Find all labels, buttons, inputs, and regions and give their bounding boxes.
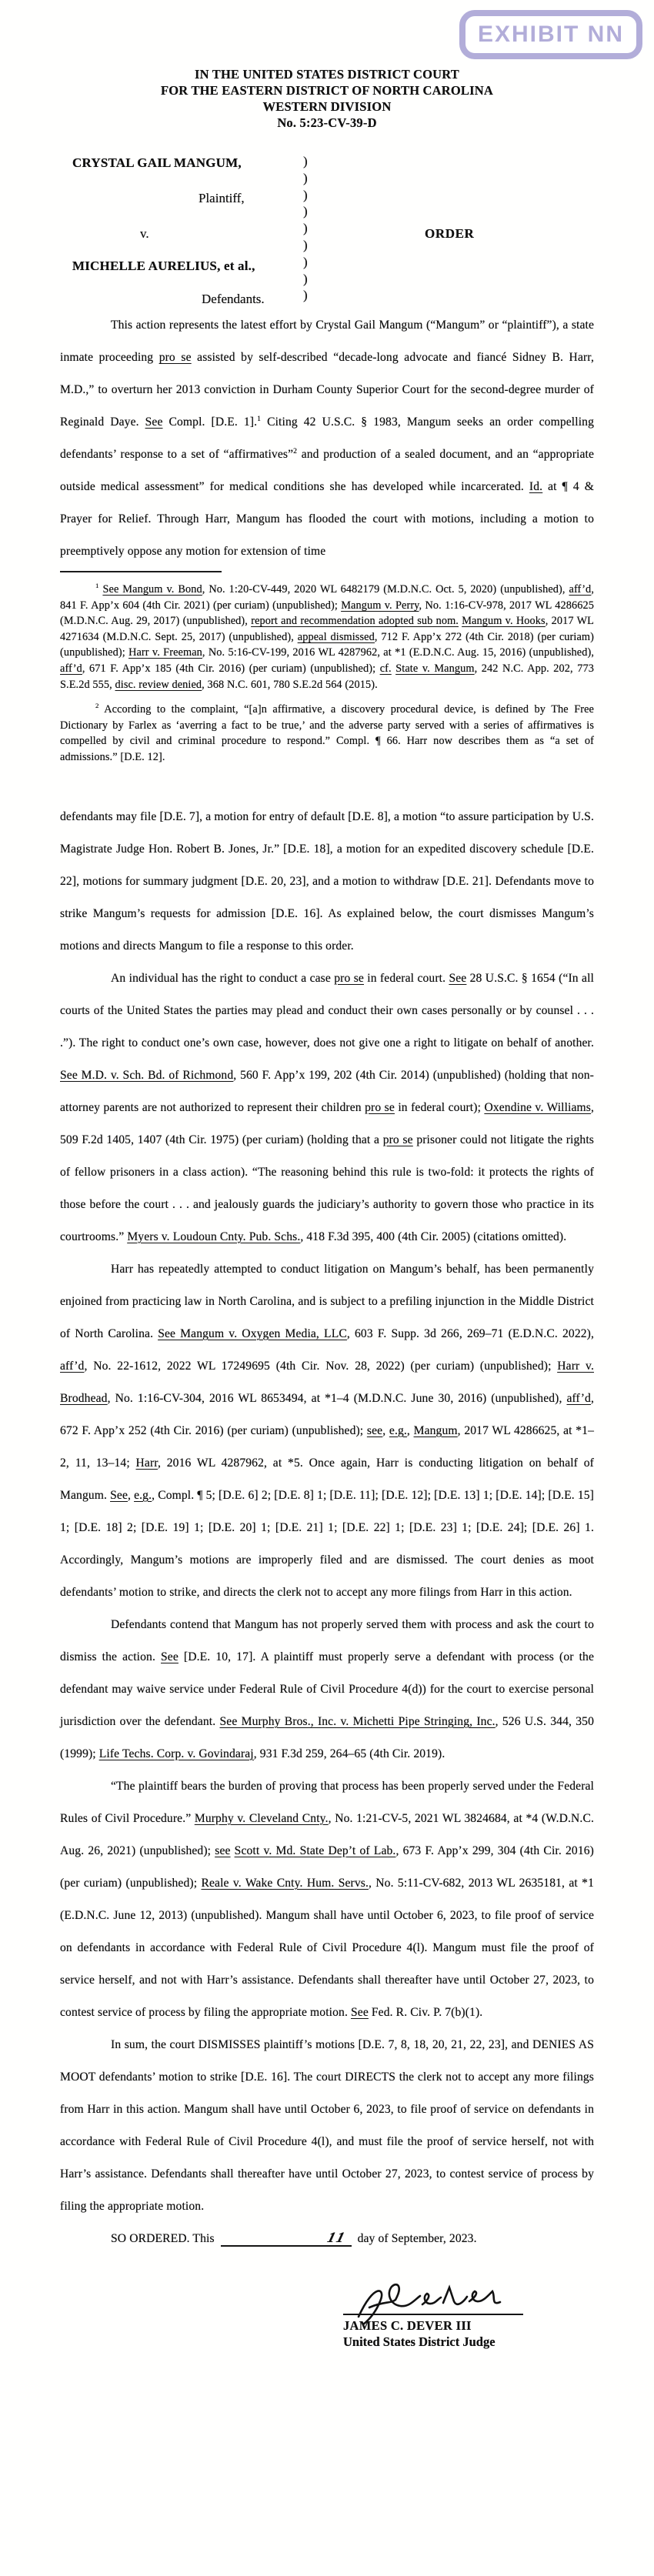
- body-paragraph-intro: This action represents the latest effort by Crystal Gail Mangum (“Mangum” or “plaintiff”), a state inmate proceeding pro se assisted by self-described “decade-long advocate and fiancé Sidney B. Harr, M.D.,” to overturn her 2013 conviction in Durham County Superior Court for the second-degree murder of Reginald Daye. See Compl. [D.E. 1].$^1$ Citing 42 U.S.C. § 1983, Mangum seeks an order compelling defendants’ response to a set of “affirmatives”$^2$ and production of a sealed document, and an “appropriate outside medical assessment” for medical conditions she has developed while incarcerated. Id. at ¶ 4 & Prayer for Relief. Through Harr, Mangum has flooded the court with motions, including a motion to preemptively oppose any motion for extension of time: [60, 319, 595, 558]
- plaintiff-role: Plaintiff,: [199, 191, 245, 205]
- signature-line: [343, 2314, 523, 2315]
- defendant-name: MICHELLE AURELIUS, et al.,: [72, 259, 255, 273]
- handwritten-day-blank: [221, 2231, 352, 2247]
- caption-bracket: ): [303, 204, 308, 219]
- body-page2: [60, 801, 594, 2223]
- case-number: No. 5:23-CV-39-D: [277, 115, 377, 130]
- footnote-1: $^1$ See Mangum v. Bond, No. 1:20-CV-449, 2020 WL 6482179 (M.D.N.C. Oct. 5, 2020) (unpublished), aff’d, 841 F. App’x 604 (4th Cir. 2021) (per curiam) (unpublished); Mangum v. Perry, No. 1:16-CV-978, 2017 WL 4286625 (M.D.N.C. Aug. 29, 2017) (unpublished), report and recommendation adopted sub nom. Mangum v. Hooks, 2017 WL 4271634 (M.D.N.C. Sept. 25, 2017) (unpublished), appeal dismissed, 712 F. App’x 272 (4th Cir. 2018) (per curiam) (unpublished); Harr v. Freeman, No. 5:16-CV-199, 2016 WL 4287962, at *1 (E.D.N.C. Aug. 15, 2016) (unpublished), aff’d, 671 F. App’x 185 (4th Cir. 2016) (per curiam) (unpublished); cf. State v. Mangum, 242 N.C. App. 202, 773 S.E.2d 555, disc. review denied, 368 N.C. 601, 780 S.E.2d 564 (2015).: [60, 582, 595, 691]
- footnote-2: $^2$ According to the complaint, “[a]n affirmative, a discovery procedural device, is defined by The Free Dictionary by Farlex as ‘averring a fact to be true,’ and the adverse party served with a series of affirmatives is compelled by civil and criminal procedure to respond.” Compl. ¶ 66. Harr now describes them as “a set of admissions.” [D.E. 12].: [60, 702, 594, 763]
- judge-title: United States District Judge: [343, 2334, 496, 2349]
- caption-bracket: ): [303, 187, 308, 202]
- bracket-column: [303, 153, 308, 304]
- footnote-separator: [60, 571, 222, 572]
- division-line: WESTERN DIVISION: [262, 99, 392, 114]
- body-paragraph-pro-se-rule: An individual has the right to conduct a case pro se in federal court. See 28 U.S.C. § 1654 (“In all courts of the United States the parties may plead and conduct their own cases personally or by counsel . . . .”). The right to conduct one’s own case, however, does not give one a right to litigate on behalf of another. See M.D. v. Sch. Bd. of Richmond, 560 F. App’x 199, 202 (4th Cir. 2014) (unpublished) (holding that non-attorney parents are not authorized to represent their children pro se in federal court); Oxendine v. Williams, 509 F.2d 1405, 1407 (4th Cir. 1975) (per curiam) (holding that a pro se prisoner could not litigate the rights of fellow prisoners in a class action). “The reasoning behind this rule is two-fold: it protects the rights of those before the court . . . and jealously guards the judiciary’s authority to govern those who practice in its courtrooms.” Myers v. Loudoun Cnty. Pub. Schs., 418 F.3d 395, 400 (4th Cir. 2005) (citations omitted).: [60, 971, 595, 1243]
- plaintiff-name: CRYSTAL GAIL MANGUM,: [72, 155, 242, 170]
- caption-bracket: ): [303, 221, 308, 236]
- case-caption: [60, 155, 594, 308]
- so-ordered-line: [60, 2223, 594, 2255]
- handwritten-day: 11: [323, 2229, 350, 2246]
- body-page1: [60, 309, 594, 568]
- caption-bracket: ): [303, 237, 308, 252]
- body-paragraph-harr-litigation: Harr has repeatedly attempted to conduct litigation on Mangum’s behalf, has been permanently enjoined from practicing law in North Carolina, and is subject to a prefiling injunction in the Middle District of North Carolina. See Mangum v. Oxygen Media, LLC, 603 F. Supp. 3d 266, 269–71 (E.D.N.C. 2022), aff’d, No. 22-1612, 2022 WL 17249695 (4th Cir. Nov. 28, 2022) (per curiam) (unpublished); Harr v. Brodhead, No. 1:16-CV-304, 2016 WL 8653494, at *1–4 (M.D.N.C. June 30, 2016) (unpublished), aff’d, 672 F. App’x 252 (4th Cir. 2016) (per curiam) (unpublished); see, e.g., Mangum, 2017 WL 4286625, at *1–2, 11, 13–14; Harr, 2016 WL 4287962, at *5. Once again, Harr is conducting litigation on behalf of Mangum. See, e.g., Compl. ¶ 5; [D.E. 6] 2; [D.E. 8] 1; [D.E. 11]; [D.E. 12]; [D.E. 13] 1; [D.E. 14]; [D.E. 15] 1; [D.E. 18] 2; [D.E. 19] 1; [D.E. 20] 1; [D.E. 21] 1; [D.E. 22] 1; [D.E. 23] 1; [D.E. 24]; [D.E. 26] 1. Accordingly, Mangum’s motions are improperly filed and are dismissed. The court denies as moot defendants’ motion to strike, and directs the clerk not to accept any more filings from Harr in this action.: [60, 1262, 594, 1599]
- body-paragraph-burden: “The plaintiff bears the burden of proving that process has been properly served under the Federal Rules of Civil Procedure.” Murphy v. Cleveland Cnty., No. 1:21-CV-5, 2021 WL 3824684, at *4 (W.D.N.C. Aug. 26, 2021) (unpublished); see Scott v. Md. State Dep’t of Lab., 673 F. App’x 299, 304 (4th Cir. 2016) (per curiam) (unpublished); Reale v. Wake Cnty. Hum. Servs., No. 5:11-CV-682, 2013 WL 2635181, at *1 (E.D.N.C. June 12, 2013) (unpublished). Mangum shall have until October 6, 2023, to file proof of service on defendants in accordance with Federal Rule of Civil Procedure 4(l). Mangum must file the proof of service herself, and not with Harr’s assistance. Defendants shall thereafter have until October 27, 2023, to contest service of process by filing the appropriate motion. See Fed. R. Civ. P. 7(b)(1).: [60, 1779, 594, 2019]
- so-ordered-suffix: day of September, 2023.: [357, 2231, 477, 2245]
- body-paragraph-motions: defendants may file [D.E. 7], a motion for entry of default [D.E. 8], a motion “to assure participation by U.S. Magistrate Judge Hon. Robert B. Jones, Jr.” [D.E. 18], a motion for an expedited discovery schedule [D.E. 22], motions for summary judgment [D.E. 20, 23], and a motion to withdraw [D.E. 21]. Defendants move to strike Mangum’s requests for admission [D.E. 16]. As explained below, the court dismisses Mangum’s motions and directs Mangum to file a response to this order.: [60, 809, 594, 953]
- caption-bracket: ): [303, 254, 308, 269]
- versus-label: v.: [140, 226, 149, 241]
- signature-block: [343, 2278, 528, 2351]
- district-line: FOR THE EASTERN DISTRICT OF NORTH CAROLINA: [160, 83, 493, 98]
- exhibit-stamp-label: EXHIBIT NN: [477, 22, 624, 47]
- so-ordered-prefix: SO ORDERED. This: [111, 2231, 215, 2245]
- defendant-role: Defendants.: [202, 292, 265, 306]
- court-header: [60, 66, 594, 131]
- court-name-line: IN THE UNITED STATES DISTRICT COURT: [194, 67, 459, 82]
- order-title: ORDER: [425, 226, 475, 241]
- judge-name: JAMES C. DEVER III: [343, 2317, 472, 2333]
- footnotes: [60, 582, 594, 766]
- caption-bracket: ): [303, 154, 308, 169]
- body-paragraph-service: Defendants contend that Mangum has not properly served them with process and ask the court to dismiss the action. See [D.E. 10, 17]. A plaintiff must properly serve a defendant with process (or the defendant may waive service under Federal Rule of Civil Procedure 4(d)) for the court to exercise personal jurisdiction over the defendant. See Murphy Bros., Inc. v. Michetti Pipe Stringing, Inc., 526 U.S. 344, 350 (1999); Life Techs. Corp. v. Govindaraj, 931 F.3d 259, 264–65 (4th Cir. 2019).: [60, 1617, 594, 1760]
- caption-bracket: ): [303, 288, 308, 303]
- body-paragraph-in-sum: In sum, the court DISMISSES plaintiff’s motions [D.E. 7, 8, 18, 20, 21, 22, 23], and DENIES AS MOOT defendants’ motion to strike [D.E. 16]. The court DIRECTS the clerk not to accept any more filings from Harr in this action. Mangum shall have until October 6, 2023, to file proof of service on defendants in accordance with Federal Rule of Civil Procedure 4(l), and must file the proof of service herself, not with Harr’s assistance. Defendants shall thereafter have until October 27, 2023, to contest service of process by filing the appropriate motion.: [60, 2037, 594, 2213]
- caption-bracket: ): [303, 170, 308, 185]
- caption-bracket: ): [303, 271, 308, 286]
